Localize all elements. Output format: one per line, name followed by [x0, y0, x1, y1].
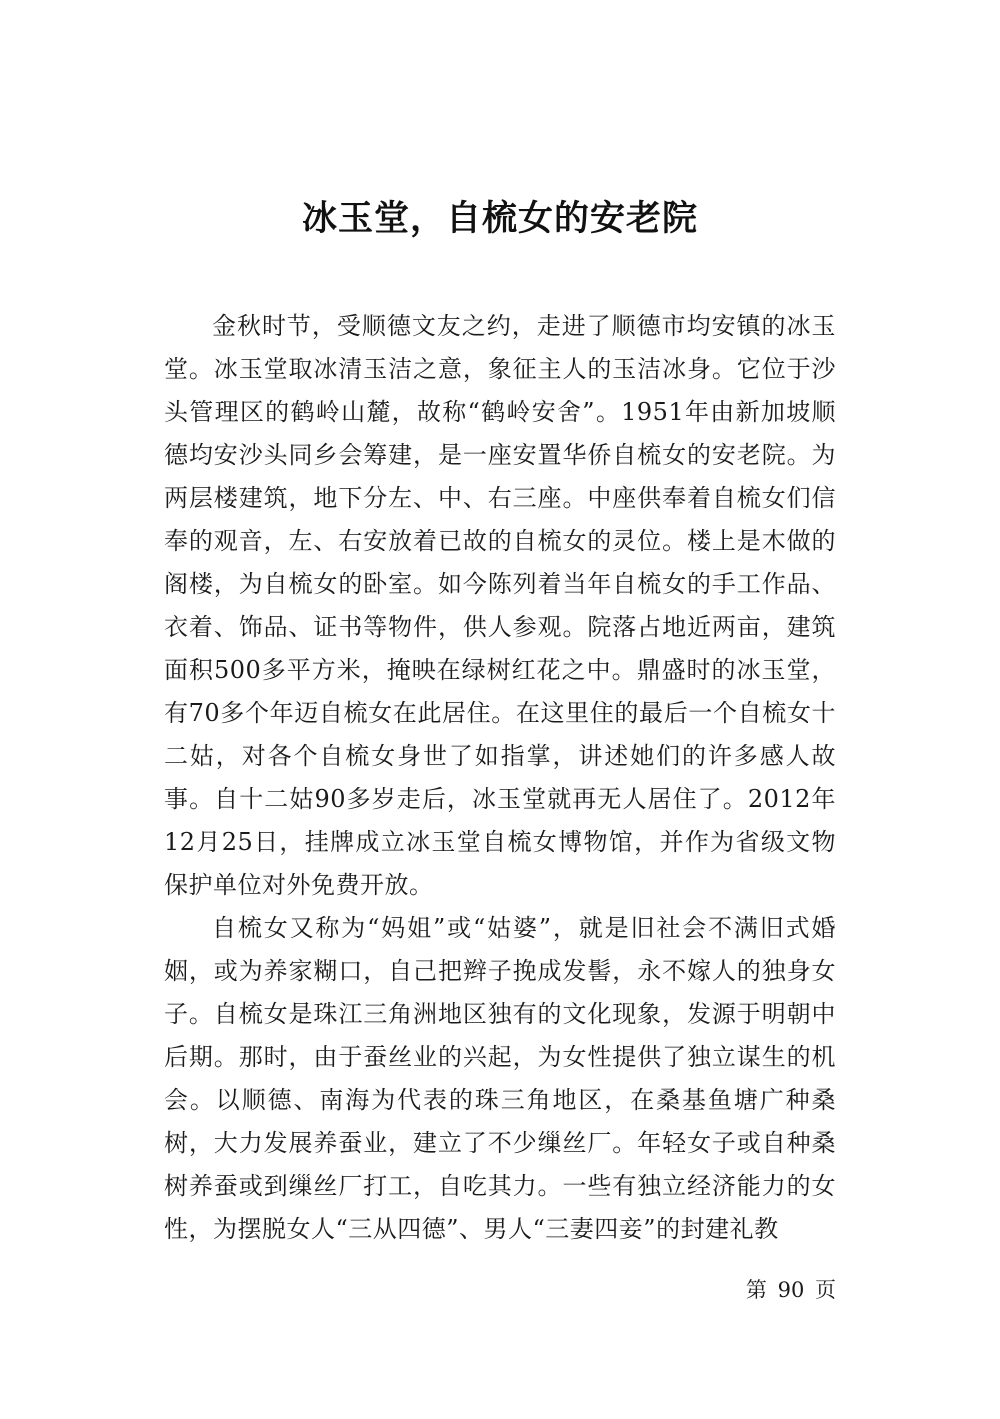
article-title: 冰玉堂，自梳女的安老院	[301, 199, 698, 240]
page-number: 第 90 页	[745, 1278, 836, 1302]
paragraph-1: 金秋时节，受顺德文友之约，走进了顺德市均安镇的冰玉堂。冰玉堂取冰清玉洁之意，象征主人的玉洁冰身。它位于沙头管理区的鹤岭山麓，故称“鹤岭安舍”。1951年由新加坡顺德均安沙头同乡会筹建，是一座安置华侨自梳女的安老院。为两层楼建筑，地下分左、中、右三座。中座供奉着自梳女们信奉的观音，左、右安放着已故的自梳女的灵位。楼上是木做的阁楼，为自梳女的卧室。如今陈列着当年自梳女的手工作品、衣着、饰品、证书等物件，供人参观。院落占地近两亩，建筑面积500多平方米，掩映在绿树红花之中。鼎盛时的冰玉堂，有70多个年迈自梳女在此居住。在这里住的最后一个自梳女十二姑，对各个自梳女身世了如指掌，讲述她们的许多感人故事。自十二姑90多岁走后，冰玉堂就再无人居住了。2012年12月25日，挂牌成立冰玉堂自梳女博物馆，并作为省级文物保护单位对外免费开放。	[164, 312, 836, 899]
article-body	[164, 305, 836, 1251]
paragraph-2: 自梳女又称为“妈姐”或“姑婆”，就是旧社会不满旧式婚姻，或为养家糊口，自己把辫子挽成发髻，永不嫁人的独身女子。自梳女是珠江三角洲地区独有的文化现象，发源于明朝中后期。那时，由于蚕丝业的兴起，为女性提供了独立谋生的机会。以顺德、南海为代表的珠三角地区，在桑基鱼塘广种桑树，大力发展养蚕业，建立了不少缫丝厂。年轻女子或自种桑树养蚕或到缫丝厂打工，自吃其力。一些有独立经济能力的女性，为摆脱女人“三从四德”、男人“三妻四妾”的封建礼教	[164, 914, 836, 1243]
